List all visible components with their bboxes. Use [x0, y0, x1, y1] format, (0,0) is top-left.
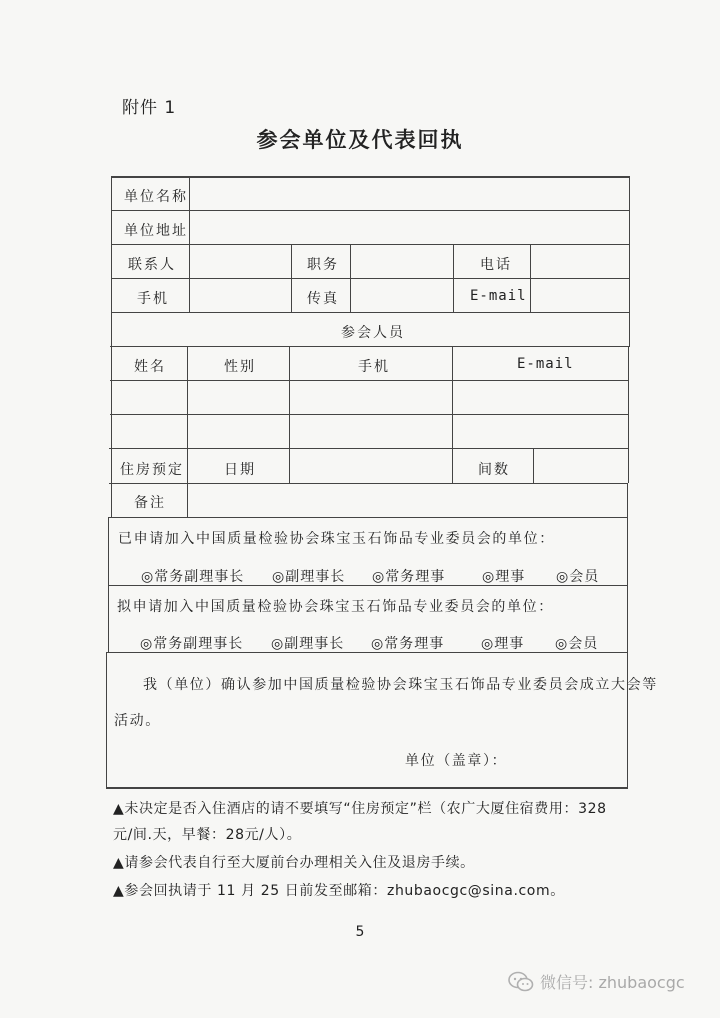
- attendees-heading: 参会人员: [341, 325, 405, 341]
- fax-field[interactable]: [351, 279, 453, 312]
- watermark: [508, 970, 685, 997]
- lodging-rooms-field[interactable]: [534, 449, 628, 483]
- table-rule: [627, 483, 628, 789]
- attendee-col-mobile: 手机: [358, 359, 390, 375]
- note-deadline: ▲参会回执请于 11 月 25 日前发至邮箱：zhubaocgc@sina.com。: [113, 883, 565, 899]
- planned-option-member[interactable]: ◎会员: [555, 636, 599, 652]
- email-field[interactable]: [531, 279, 629, 312]
- note-lodging-line1: ▲未决定是否入住酒店的请不要填写“住房预定”栏（农广大厦住宿费用：328: [113, 801, 607, 817]
- unit-name-label: 单位名称: [124, 189, 188, 205]
- unit-address-label: 单位地址: [124, 223, 188, 239]
- planned-option-vice-chair[interactable]: ◎副理事长: [271, 636, 345, 652]
- document-title: 参会单位及代表回执: [256, 127, 464, 152]
- unit-address-field[interactable]: [190, 211, 629, 244]
- date-label: 日期: [224, 462, 256, 478]
- applied-option-vice-chair[interactable]: ◎副理事长: [272, 569, 346, 585]
- table-rule: [111, 312, 630, 313]
- attendee-row[interactable]: [111, 381, 628, 414]
- table-rule: [108, 517, 109, 653]
- phone-field[interactable]: [531, 245, 629, 278]
- mobile-field[interactable]: [190, 279, 291, 312]
- attendee-col-name: 姓名: [134, 359, 166, 375]
- lodging-label: 住房预定: [120, 462, 184, 478]
- table-rule: [111, 176, 112, 518]
- attachment-label: 附件 1: [122, 98, 177, 118]
- unit-name-field[interactable]: [190, 177, 629, 210]
- wechat-icon: [508, 971, 534, 997]
- planned-member-label: 拟申请加入中国质量检验协会珠宝玉石饰品专业委员会的单位：: [117, 599, 554, 615]
- table-rule: [106, 787, 627, 789]
- note-lodging-line2: 元/间.天，早餐：28元/人）。: [113, 827, 302, 843]
- nights-label: 间数: [478, 462, 510, 478]
- page-number: 5: [355, 924, 365, 940]
- contact-label: 联系人: [128, 257, 176, 273]
- attendee-row[interactable]: [111, 415, 628, 448]
- planned-option-director[interactable]: ◎理事: [481, 636, 525, 652]
- watermark-text: 微信号: zhubaocgc: [540, 973, 685, 992]
- contact-field[interactable]: [190, 245, 291, 278]
- applied-option-standing-director[interactable]: ◎常务理事: [372, 569, 446, 585]
- position-label: 职务: [307, 257, 339, 273]
- table-rule: [106, 652, 107, 789]
- table-rule: [291, 244, 292, 312]
- table-rule: [628, 346, 629, 483]
- applied-option-director[interactable]: ◎理事: [482, 569, 526, 585]
- note-checkin: ▲请参会代表自行至大厦前台办理相关入住及退房手续。: [113, 855, 475, 871]
- table-rule: [629, 176, 630, 347]
- remarks-field[interactable]: [188, 484, 627, 517]
- email-label: E-mail: [470, 288, 527, 304]
- remarks-label: 备注: [134, 495, 166, 511]
- confirmation-text-line2: 活动。: [114, 713, 161, 729]
- attendee-col-gender: 性别: [224, 359, 256, 375]
- stamp-label: 单位（盖章）：: [405, 753, 508, 769]
- table-rule: [453, 244, 454, 312]
- position-field[interactable]: [351, 245, 453, 278]
- confirmation-text-line1: 我（单位）确认参加中国质量检验协会珠宝玉石饰品专业委员会成立大会等: [143, 677, 658, 693]
- fax-label: 传真: [307, 291, 339, 307]
- attendee-col-email: E-mail: [517, 356, 574, 372]
- applied-member-label: 已申请加入中国质量检验协会珠宝玉石饰品专业委员会的单位：: [118, 531, 555, 547]
- lodging-date-field[interactable]: [290, 449, 452, 483]
- planned-option-standing-director[interactable]: ◎常务理事: [371, 636, 445, 652]
- phone-label: 电话: [480, 257, 512, 273]
- applied-option-member[interactable]: ◎会员: [556, 569, 600, 585]
- planned-option-executive-vice-chair[interactable]: ◎常务副理事长: [140, 636, 244, 652]
- applied-option-executive-vice-chair[interactable]: ◎常务副理事长: [141, 569, 245, 585]
- mobile-label: 手机: [137, 291, 169, 307]
